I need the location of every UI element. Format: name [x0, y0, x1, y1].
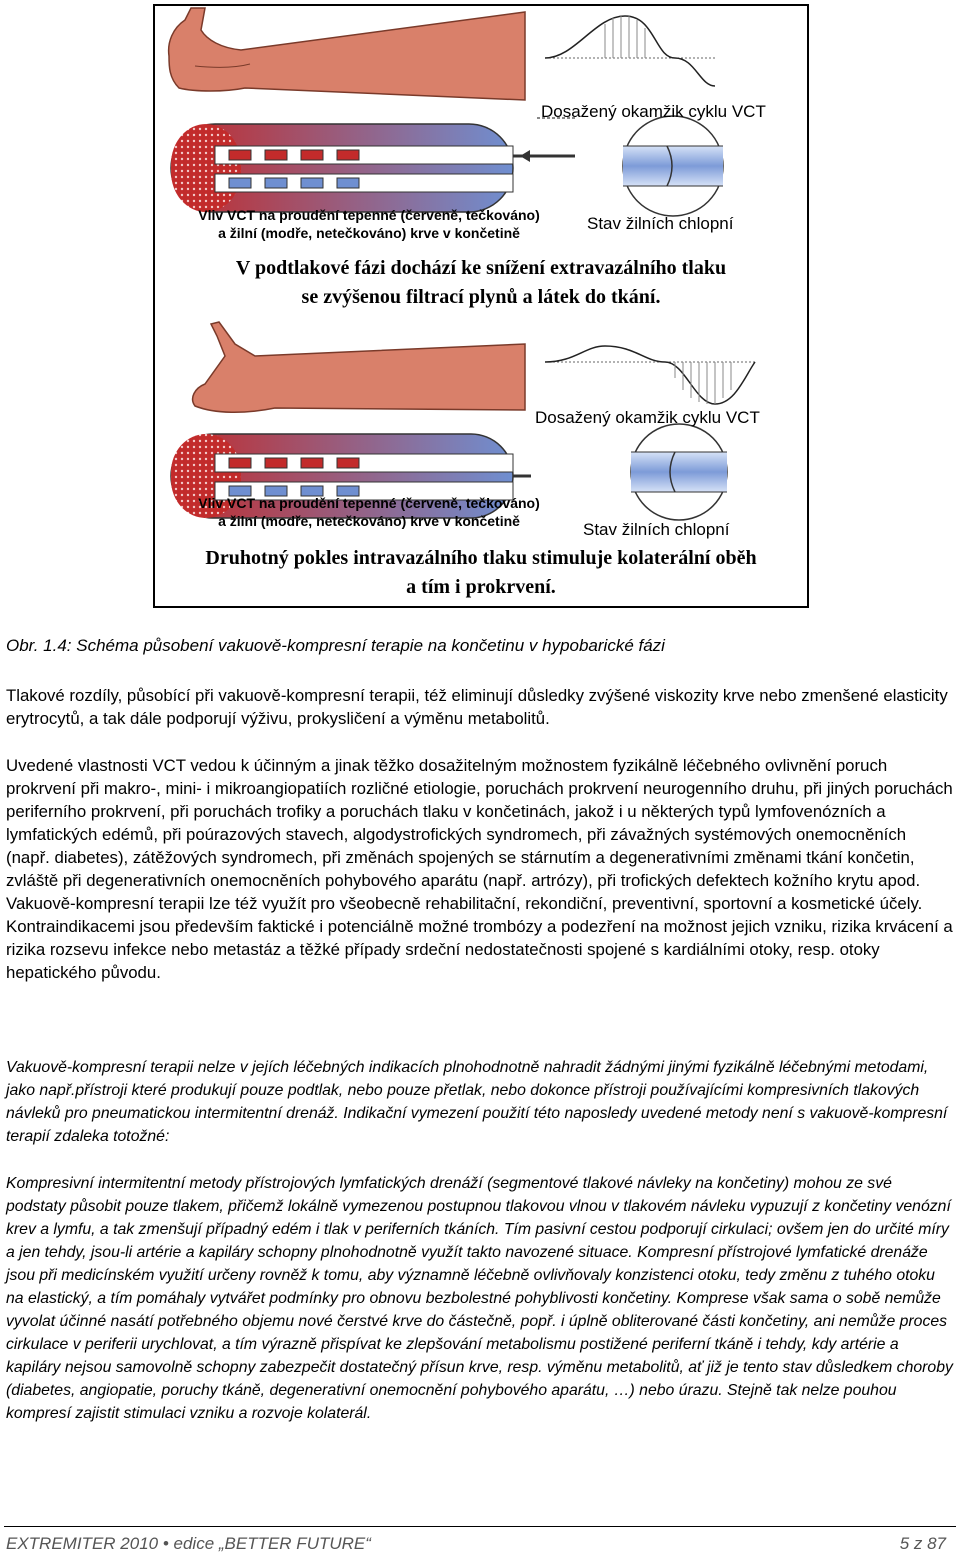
footer-page-number: 5 z 87	[899, 1534, 946, 1553]
panel2-statement	[155, 544, 807, 602]
panel1-statement-line2: se zvýšenou filtrací plynů a látek do tkání.	[301, 286, 661, 308]
panel1-vliv-line2: a žilní (modře, netečkováno) krve v končetině	[218, 225, 520, 241]
panel2-vliv-line2: a žilní (modře, netečkováno) krve v končetině	[218, 513, 520, 529]
panel1-leg	[169, 8, 525, 100]
panel1-vliv-line1: Vliv VCT na proudění tepenné (červeně, tečkováno)	[198, 207, 540, 223]
panel2-cycle-label: Dosažený okamžik cyklu VCT	[535, 408, 760, 427]
footer-divider	[4, 1526, 956, 1527]
panel2-leg	[193, 322, 525, 412]
vct-schematic-figure	[153, 4, 809, 608]
paragraph-3: Vakuově-kompresní terapii nelze v jejích léčebných indikacích plnohodnotně nahradit žádnými jinými fyzikálně léčebnými metodami, jako např.přístroji které produkují pouze podtlak, nebo pouze přetlak, nebo dokonce přístroji používajícími kompresivních tlakových návleků pro pneumatickou intermitentní drenáž. Indikační vymezení použití této naposledy uvedené metody není s vakuově-kompresní terapií zdaleka totožné:	[6, 1059, 948, 1145]
panel2-statement-line2: a tím i prokrvení.	[406, 576, 556, 598]
panel2-wave	[545, 346, 755, 404]
paragraph-1: Tlakové rozdíly, působící při vakuově-kompresní terapii, též eliminují důsledky zvýšené viskozity krve nebo zmenšené elasticity erytrocytů, a tak dále podporují výživu, prokysličení a výměnu metabolitů.	[6, 686, 948, 728]
paragraph-2: Uvedené vlastnosti VCT vedou k účinným a jinak těžko dosažitelným možnostem fyzikálně léčebného ovlivnění poruch prokrvení při makro-, mini- i mikroangiopatiích rozličné etiologie, poruchách prokrvení neurogenního druhu, při jiných poruchách periferního prokrvení, při poruchách trofiky a poruchách tlaku v končetinách, jakož i u některých typů lymfovenózních a lymfatických edémů, při poúrazových stavech, algodystrofických syndromech, při závažných systémových onemocněních (např. diabetes), zátěžových syndromech, při změnách spojených se stárnutím a degenerativními změnami tkání končetin, zvláště při degenerativních onemocněních pohybového aparátu (např. artrózy), při trofických defektech kožního krytu apod. Vakuově-kompresní terapii lze též využít pro všeobecně rehabilitační, rekondiční, preventivní, sportovní a kosmetické účely. Kontraindikacemi jsou především faktické i potenciálně možné trombózy a podezření na možnost jejich vzniku, rizika krvácení a rizika rozsevu infekce nebo metastáz a těžké případy srdeční nedostatečnosti spojené s kardiálními otoky, resp. otoky hepatického původu.	[6, 756, 953, 982]
panel2-vliv-caption	[159, 494, 579, 530]
panel1-valve-label: Stav žilních chlopní	[587, 214, 734, 233]
panel2-statement-line1: Druhotný pokles intravazálního tlaku stimuluje kolaterální oběh	[205, 547, 757, 569]
panel2-valve-circle	[631, 424, 727, 520]
panel1-statement	[155, 254, 807, 312]
footer-publication: EXTREMITER 2010 • edice „BETTER FUTURE“	[6, 1534, 371, 1553]
paragraph-4: Kompresivní intermitentní metody přístrojových lymfatických drenáží (segmentové tlakové návleky na končetiny) mohou ze své podstaty působit pouze tlakem, přičemž lokálně vymezenou postupnou tlakovou vlnou v tlakovém návleku vypuzují z končetiny venózní krev a lymfu, a tak zmenšují případný edém i tlak v periferních tkáních. Tím pasivní cestou podporují cirkulaci; ovšem jen do určité míry a jen tehdy, jsou-li artérie a kapiláry schopny plnohodnotně využít takto navozené situace. Kompresní přístrojové lymfatické drenáže jsou při medicínském využití určeny rovněž k tomu, aby významně léčebně ovlivňovaly konzistenci otoku, tedy změnu z tuhého otoku na elastický, a tím pomáhaly vytvářet podmínky pro obnovu bezbolestné pohyblivosti končetiny. Komprese však sama o sobě nemůže vyvolat účinné nasátí potřebného objemu nové čerstvé krve do částečně, popř. i úplně obliterované části končetiny, ani nemůže proces cirkulace v periferii urychlovat, a tím výrazně přispívat ke zlepšování metabolismu postižené periferní tkáně i tehdy, kdy artérie a kapiláry nejsou samovolně schopny zabezpečit dostatečný přísun krve, resp. výměnu metabolitů, ať již je tento stav důsledkem choroby (diabetes, angiopatie, poruchy tkáně, degenerativní onemocnění pohybového aparátu, …) nebo úrazu. Stejně tak nelze pouhou kompresí zajistit stimulaci vzniku a rozvoje kolaterál.	[6, 1175, 953, 1422]
panel1-vessel	[171, 124, 575, 212]
panel1-cycle-label: Dosažený okamžik cyklu VCT	[541, 102, 766, 121]
panel1-valve-circle	[623, 116, 723, 216]
panel2-vliv-line1: Vliv VCT na proudění tepenné (červeně, tečkováno)	[198, 495, 540, 511]
panel1-vliv-caption	[159, 206, 579, 242]
panel2-valve-label: Stav žilních chlopní	[583, 520, 730, 539]
figure-caption: Obr. 1.4: Schéma působení vakuově-kompresní terapie na končetinu v hypobarické fázi	[6, 636, 665, 655]
panel1-statement-line1: V podtlakové fázi dochází ke snížení extravazálního tlaku	[235, 257, 727, 279]
